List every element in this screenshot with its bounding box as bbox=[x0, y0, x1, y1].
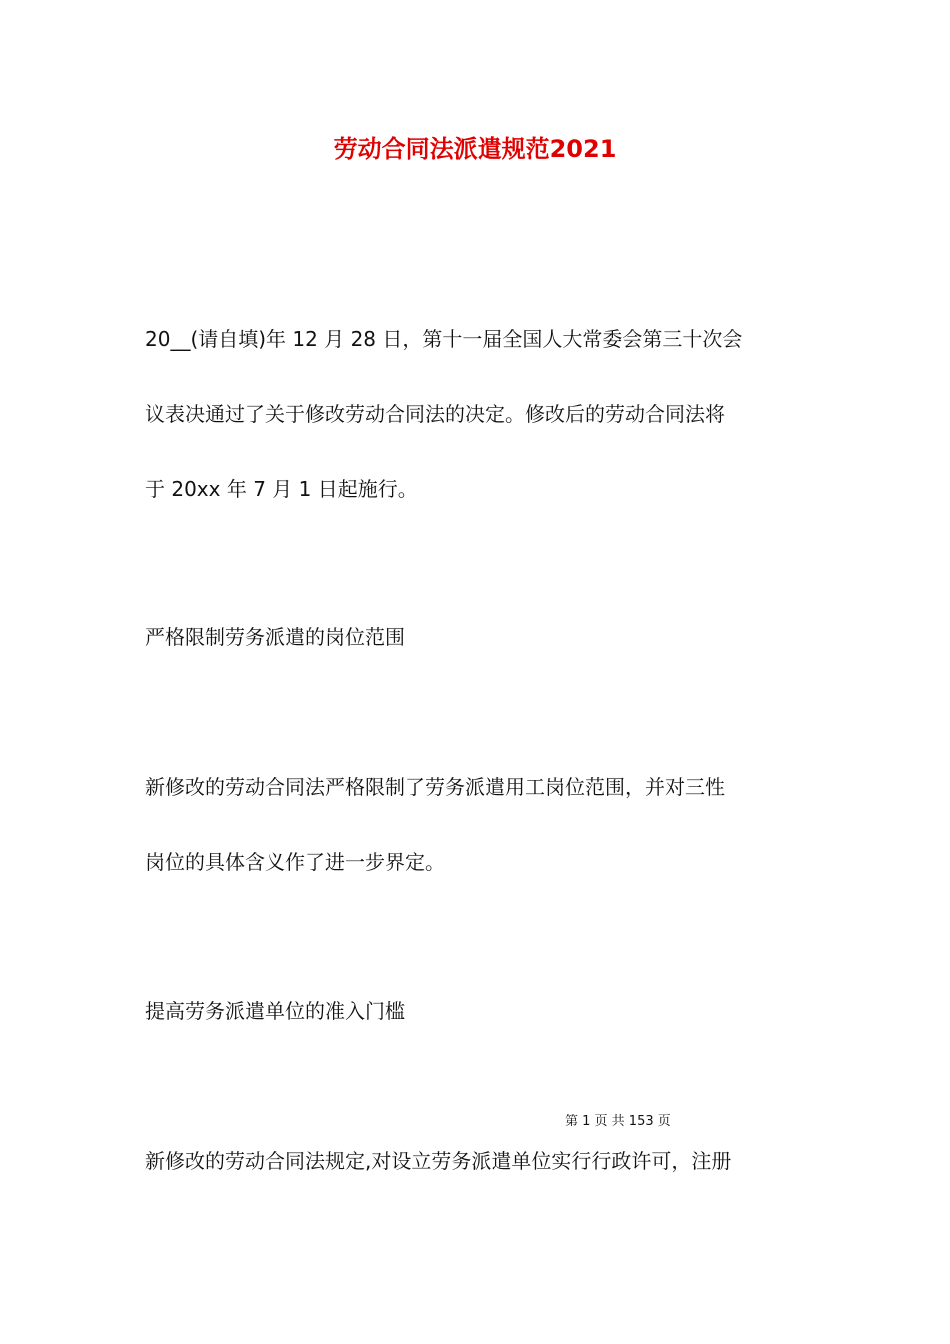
paragraph-1-line-3: 于 20xx 年 7 月 1 日起施行。 bbox=[145, 477, 418, 501]
section-heading-2: 提高劳务派遣单位的准入门槛 bbox=[145, 999, 405, 1023]
section-heading-1: 严格限制劳务派遣的岗位范围 bbox=[145, 625, 405, 649]
paragraph-1-line-2: 议表决通过了关于修改劳动合同法的决定。修改后的劳动合同法将 bbox=[145, 402, 725, 426]
page-footer: 第 1 页 共 153 页 bbox=[565, 1114, 671, 1129]
document-title: 劳动合同法派遣规范2021 bbox=[333, 135, 617, 163]
paragraph-1-line-1: 20__(请自填)年 12 月 28 日，第十一届全国人大常委会第三十次会 bbox=[145, 327, 743, 351]
paragraph-3-line-1: 新修改的劳动合同法规定,对设立劳务派遣单位实行行政许可，注册 bbox=[145, 1149, 732, 1173]
paragraph-2-line-1: 新修改的劳动合同法严格限制了劳务派遣用工岗位范围，并对三性 bbox=[145, 775, 725, 799]
paragraph-2-line-2: 岗位的具体含义作了进一步界定。 bbox=[145, 850, 445, 874]
